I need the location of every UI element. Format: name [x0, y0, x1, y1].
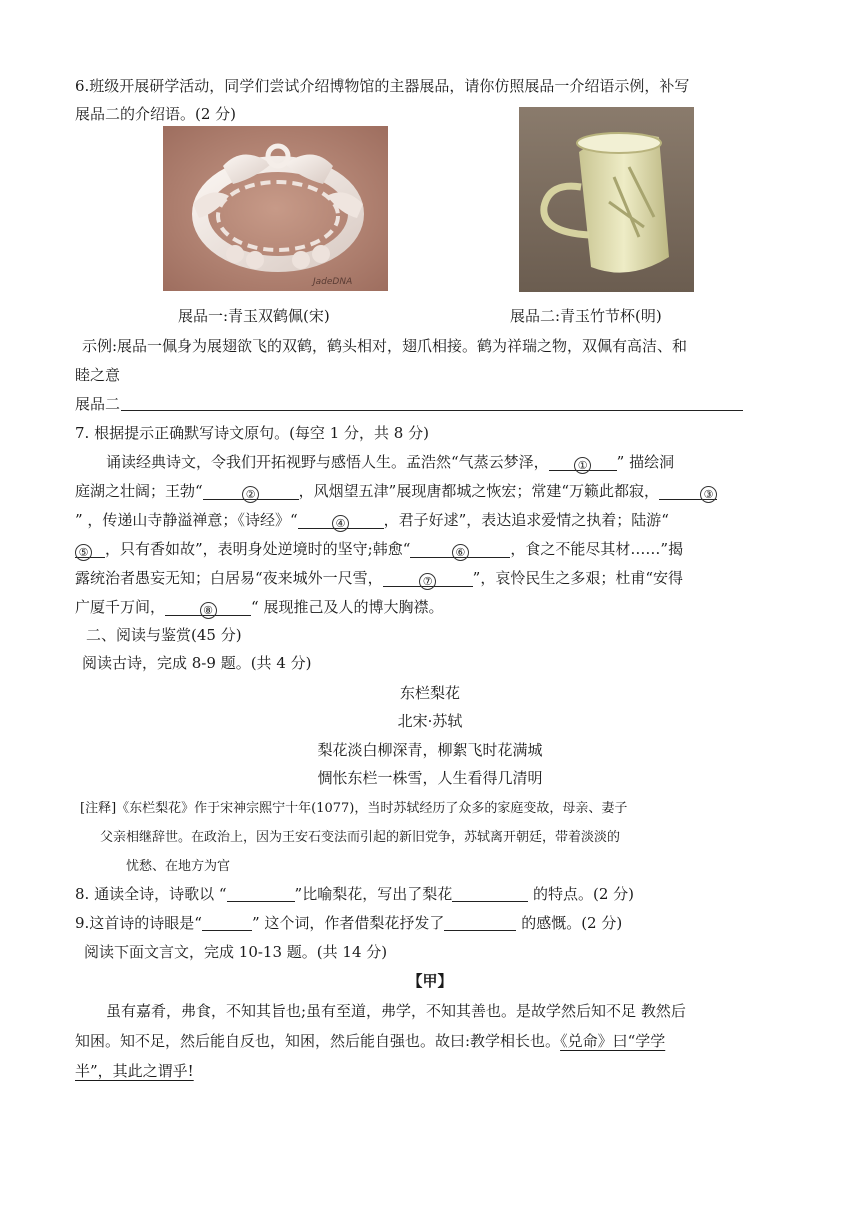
passage-label-jia: 【甲】: [407, 972, 453, 990]
blank-2[interactable]: ②: [203, 484, 299, 500]
blank-4[interactable]: ④: [298, 513, 384, 529]
q6-line-2: 展品二的介绍语。(2 分): [75, 105, 237, 123]
q6-line-1: 6.班级开展研学活动，同学们尝试介绍博物馆的主器展品，请你仿照展品一介绍语示例，补写: [75, 77, 690, 95]
blank-1[interactable]: ①: [549, 455, 617, 471]
underlined-quote: 半”，其此之谓乎!: [75, 1062, 194, 1080]
poem-author: 北宋·苏轼: [397, 712, 463, 730]
example-line-2: 睦之意: [75, 366, 121, 384]
note-line-2: 父亲相继辞世。在政治上，因为王安石变法而引起的新旧党争，苏轼离开朝廷，带着淡淡的: [100, 830, 621, 845]
q7-text: ，食之不能尽其材……”揭: [510, 540, 684, 558]
q7-text: ，风烟望五津”展现唐都城之恢宏；常建“万籁此都寂，: [298, 482, 660, 500]
q7-line-1: [106, 452, 674, 472]
blank-7[interactable]: ⑦: [383, 571, 473, 587]
prose-line-2: 知困。知不足，然后能自反也，知困，然后能自强也。故曰:教学相长也。《兑命》曰“学学: [75, 1032, 666, 1050]
blank-6[interactable]: ⑥: [410, 542, 510, 558]
q7-text: 诵读经典诗文，令我们开拓视野与感悟人生。孟浩然“气蒸云梦泽，: [106, 453, 549, 471]
q7-line-2: [75, 481, 717, 501]
answer-label: 展品二: [75, 395, 121, 413]
q7-line-3: [75, 510, 669, 530]
q7-text: ” 描绘洞: [616, 453, 675, 471]
q9-blank-1[interactable]: [202, 915, 252, 931]
answer-line[interactable]: [121, 410, 743, 411]
exhibit-1-photo: [163, 126, 388, 291]
poem-line-2: 惆怅东栏一株雪，人生看得几清明: [317, 769, 543, 787]
q7-text: ，君子好逑”，表达追求爱情之执着；陆游“: [383, 511, 669, 529]
poem-title: 东栏梨花: [399, 684, 460, 702]
q7-text: 庭湖之壮阔；王勃“: [75, 482, 203, 500]
exhibit-2-photo: [519, 107, 694, 292]
example-line-1: 示例:展品一佩身为展翅欲飞的双鹤，鹤头相对，翅爪相接。鹤为祥瑞之物，双佩有高洁、和: [82, 337, 688, 355]
q7-line-4: [75, 539, 683, 559]
q7-text: ” ，传递山寺静溢禅意；《诗经》“: [75, 511, 298, 529]
prose-line-3: [75, 1061, 194, 1081]
caption-exhibit-2: 展品二:青玉竹节杯(明): [510, 307, 662, 325]
q9-blank-2[interactable]: [444, 915, 516, 931]
note-line-1: [注释]《东栏梨花》作于宋神宗熙宁十年(1077)，当时苏轼经历了众多的家庭变故，母亲、妻子: [80, 801, 628, 816]
q7-text: ，只有香如故”，表明身处逆境时的坚守;韩愈“: [105, 540, 411, 558]
q7-title: 7. 根据提示正确默写诗文原句。(每空 1 分，共 8 分): [75, 424, 429, 442]
q7-text: ”，哀怜民生之多艰；杜甫“安得: [472, 569, 684, 587]
prose-line-1: 虽有嘉肴，弗食，不知其旨也;虽有至道，弗学，不知其善也。是故学然后知不足 教然后: [106, 1002, 686, 1020]
q8: 8. 通读全诗，诗歌以 “ ”比喻梨花，写出了梨花 的特点。(2 分): [75, 885, 634, 903]
q7-text: “ 展现推己及人的博大胸襟。: [251, 598, 444, 616]
underlined-quote: 《兑命》曰“学学: [560, 1032, 666, 1050]
q7-line-5: [75, 568, 683, 588]
photo-watermark: JadeDNA: [313, 277, 353, 287]
blank-3[interactable]: ③: [659, 484, 717, 500]
caption-exhibit-1: 展品一:青玉双鹤佩(宋): [178, 307, 330, 325]
q8-blank-1[interactable]: [227, 886, 295, 902]
q7-text: 露统治者愚妄无知；白居易“夜来城外一尺雪，: [75, 569, 383, 587]
poem-intro: 阅读古诗，完成 8-9 题。(共 4 分): [82, 654, 312, 672]
blank-5[interactable]: ⑤: [75, 542, 105, 558]
q7-line-6: [75, 597, 443, 617]
q9: 9.这首诗的诗眼是“ ” 这个词，作者借梨花抒发了 的感慨。(2 分): [75, 914, 623, 932]
q8-blank-2[interactable]: [452, 886, 528, 902]
section-heading: 二、阅读与鉴赏(45 分): [86, 626, 242, 644]
q7-text: 广厦千万间，: [75, 598, 166, 616]
prose-intro: 阅读下面文言文，完成 10-13 题。(共 14 分): [84, 943, 388, 961]
poem-line-1: 梨花淡白柳深青，柳絮飞时花满城: [317, 741, 543, 759]
note-line-3: 忧愁、在地方为官: [126, 859, 231, 874]
blank-8[interactable]: ⑧: [165, 600, 251, 616]
